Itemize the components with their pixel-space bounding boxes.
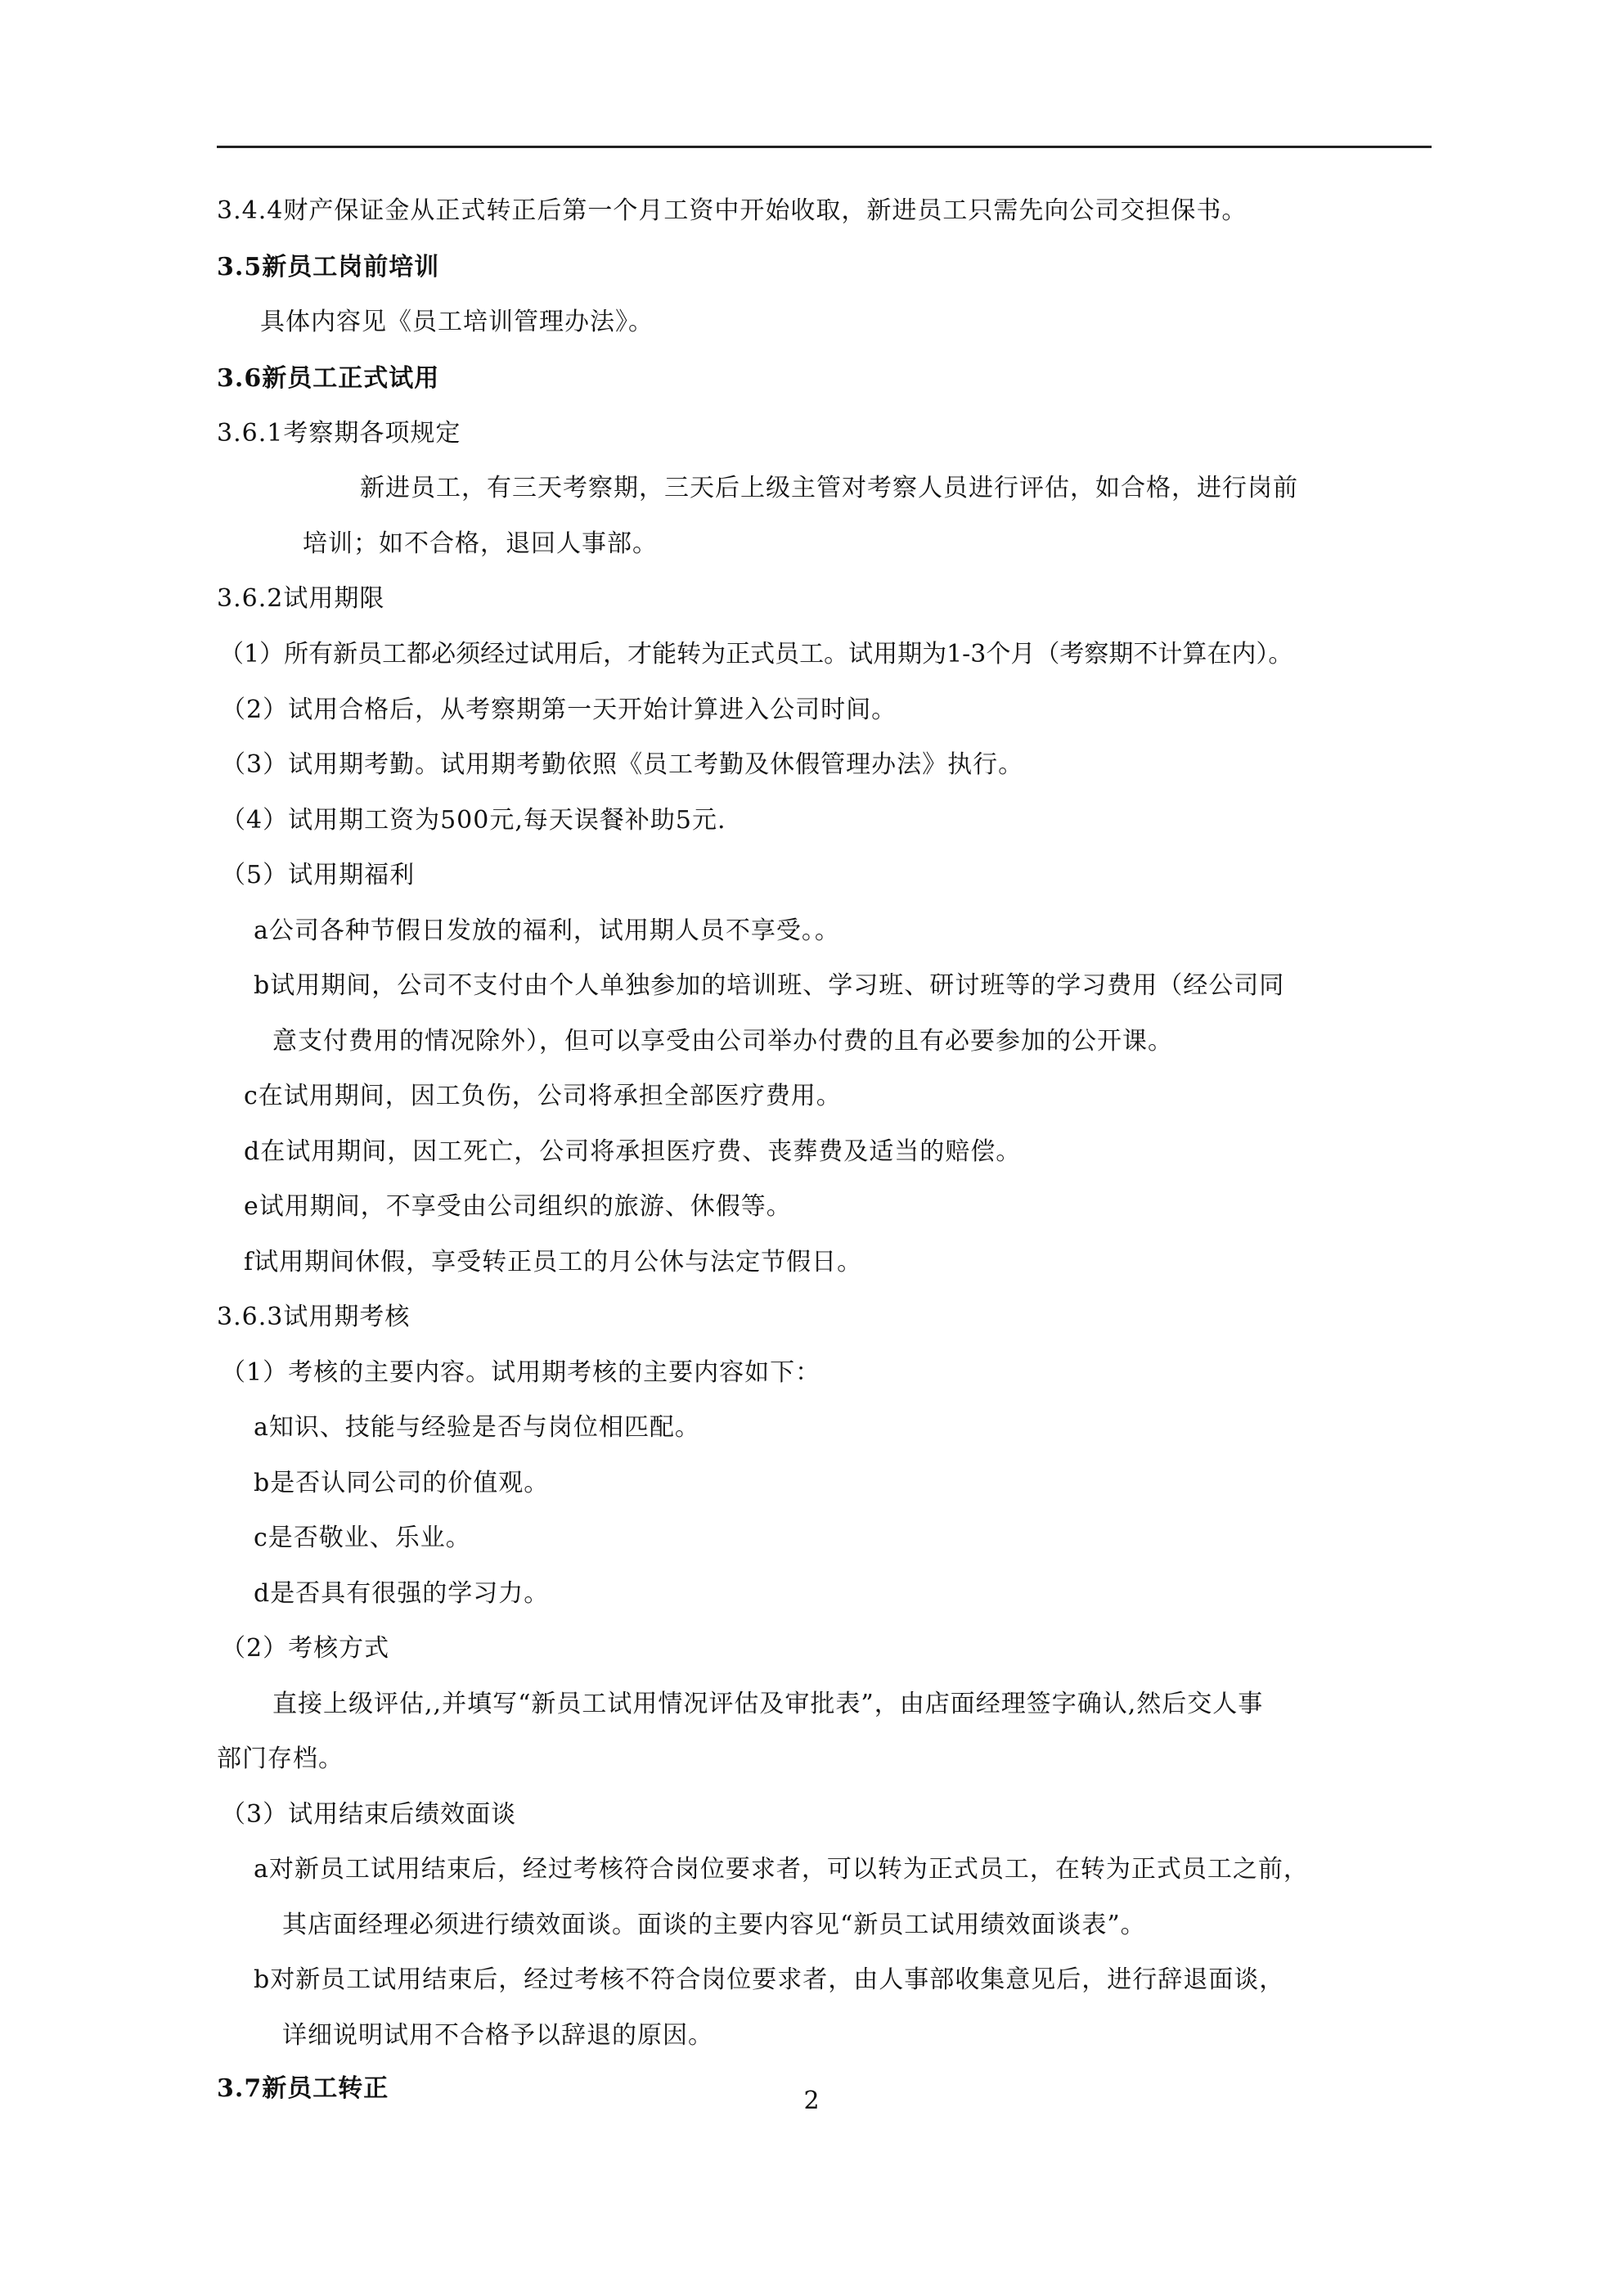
page-number: 2 [803,2087,820,2115]
heading-3-7: 3.7新员工转正 [217,2074,389,2103]
assessment-2: （2）考核方式 [221,1634,390,1663]
item-probation-1: （1）所有新员工都必须经过试用后，才能转为正式员工。试用期为1-3个月（考察期不计算在内）。 [219,640,1293,669]
heading-3-6-2: 3.6.2试用期限 [217,584,385,613]
assessment-3: （3）试用结束后绩效面谈 [221,1800,517,1829]
heading-3-6-1: 3.6.1考察期各项规定 [217,419,461,448]
header-rule [217,146,1432,148]
assessment-method-1: 直接上级评估,,并填写“新员工试用情况评估及审批表”，由店面经理签字确认,然后交人事 [272,1690,1264,1718]
benefit-b-1: b试用期间，公司不支付由个人单独参加的培训班、学习班、研讨班等的学习费用（经公司同 [254,971,1285,1000]
paragraph-observation-2: 培训；如不合格，退回人事部。 [303,529,658,558]
interview-a-1: a对新员工试用结束后，经过考核符合岗位要求者，可以转为正式员工，在转为正式员工之前， [254,1855,1309,1884]
paragraph-training-ref: 具体内容见《员工培训管理办法》。 [260,308,654,336]
clause-3-4-4: 3.4.4财产保证金从正式转正后第一个月工资中开始收取，新进员工只需先向公司交担保书。 [217,196,1248,225]
paragraph-observation-1: 新进员工，有三天考察期，三天后上级主管对考察人员进行评估，如合格，进行岗前 [360,474,1298,502]
interview-b-1: b对新员工试用结束后，经过考核不符合岗位要求者，由人事部收集意见后，进行辞退面谈， [254,1965,1285,1994]
benefit-e: e试用期间，不享受由公司组织的旅游、休假等。 [244,1192,792,1221]
benefit-d: d在试用期间，因工死亡，公司将承担医疗费、丧葬费及适当的赔偿。 [244,1137,1022,1166]
item-probation-4: （4）试用期工资为500元,每天误餐补助5元. [221,806,726,835]
assessment-c: c是否敬业、乐业。 [254,1524,471,1552]
interview-a-2: 其店面经理必须进行绩效面谈。面谈的主要内容见“新员工试用绩效面谈表”。 [282,1911,1146,1939]
assessment-d: d是否具有很强的学习力。 [254,1579,550,1608]
interview-b-2: 详细说明试用不合格予以辞退的原因。 [282,2021,713,2050]
benefit-a: a公司各种节假日发放的福利，试用期人员不享受。。 [254,916,840,945]
heading-3-6: 3.6新员工正式试用 [217,364,440,393]
assessment-1: （1）考核的主要内容。试用期考核的主要内容如下： [221,1358,821,1387]
assessment-b: b是否认同公司的价值观。 [254,1469,550,1497]
item-probation-3: （3）试用期考勤。试用期考勤依照《员工考勤及休假管理办法》执行。 [221,750,1024,779]
benefit-b-2: 意支付费用的情况除外），但可以享受由公司举办付费的且有必要参加的公开课。 [272,1027,1173,1056]
benefit-c: c在试用期间，因工负伤，公司将承担全部医疗费用。 [244,1082,842,1110]
heading-3-6-3: 3.6.3试用期考核 [217,1303,411,1331]
benefit-f: f试用期间休假，享受转正员工的月公休与法定节假日。 [244,1248,863,1276]
item-probation-2: （2）试用合格后，从考察期第一天开始计算进入公司时间。 [221,696,897,724]
heading-3-5: 3.5新员工岗前培训 [217,253,440,281]
assessment-method-2: 部门存档。 [217,1745,344,1773]
item-probation-5: （5）试用期福利 [221,861,416,889]
assessment-a: a知识、技能与经验是否与岗位相匹配。 [254,1413,700,1442]
